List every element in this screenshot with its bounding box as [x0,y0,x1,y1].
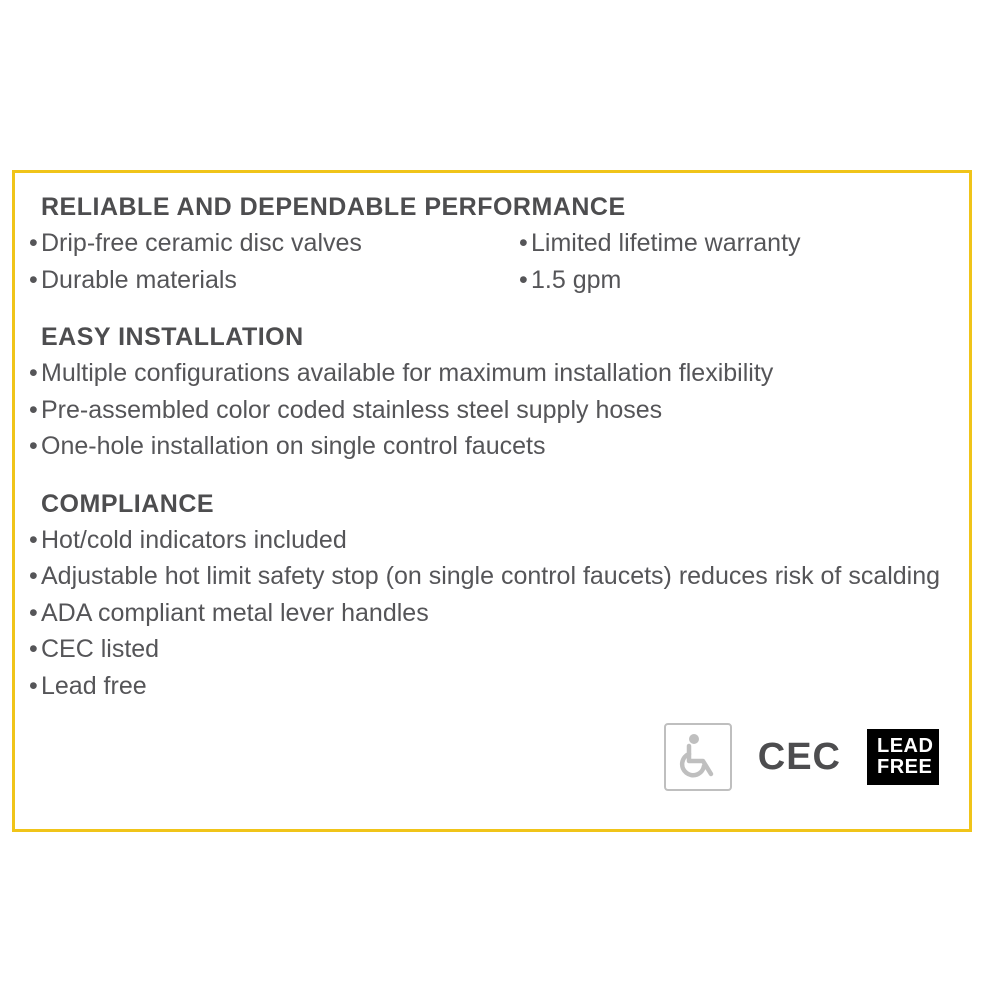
list-item [519,263,939,298]
list-item-text: Limited lifetime warranty [531,229,801,257]
list-item-text: ADA compliant metal lever handles [41,598,429,627]
spec-card [12,170,972,832]
section-title-compliance: COMPLIANCE [41,489,215,518]
list-item-text: Lead free [41,671,147,700]
list-item [29,596,943,631]
list-item [29,559,943,594]
lead-free-line-1: LEAD [877,735,934,758]
spec-card-content [15,173,969,703]
list-item-text: CEC listed [41,635,160,663]
wheelchair-accessibility-icon [677,732,719,783]
list-item [29,356,943,391]
bullet-icon: • [29,265,38,294]
list-item [29,263,519,298]
list-item [29,226,519,261]
bullet-icon: • [29,432,38,460]
section-title-performance: RELIABLE AND DEPENDABLE PERFORMANCE [41,193,626,221]
list-item [29,523,943,558]
list-item-text: Drip-free ceramic disc valves [41,229,362,257]
section-compliance [29,490,943,704]
section-installation [29,323,943,464]
bullet-icon: • [29,395,38,424]
list-item-text: Adjustable hot limit safety stop (on single control faucets) reduces risk of scalding [41,562,941,590]
list-item-text: Durable materials [41,265,237,294]
list-item [29,632,943,667]
list-item [519,226,939,261]
list-item-text: One-hole installation on single control faucets [41,432,546,460]
list-item-text: Pre-assembled color coded stainless steel supply hoses [41,395,663,424]
bullet-icon: • [29,359,38,387]
bullet-icon: • [29,598,38,627]
list-item [29,429,943,464]
bullet-icon: • [29,635,38,663]
list-item-text: 1.5 gpm [531,265,622,294]
list-item-text: Multiple configurations available for maximum installation flexibility [41,359,774,387]
bullet-icon: • [29,562,38,590]
performance-column-left [29,226,519,299]
performance-list-right [519,226,939,297]
lead-free-badge [867,729,939,785]
bullet-icon: • [29,671,38,700]
performance-columns [29,226,943,299]
installation-list [29,356,943,464]
bullet-icon: • [29,229,38,257]
lead-free-line-2: FREE [877,755,933,778]
performance-list-left [29,226,519,297]
section-title-installation: EASY INSTALLATION [41,323,304,351]
cec-badge: CEC [757,736,841,778]
bullet-icon: • [29,525,38,554]
performance-column-right [519,226,939,299]
bullet-icon: • [519,229,528,257]
bullet-icon: • [519,265,528,294]
compliance-list [29,523,943,704]
certification-badges [664,723,939,791]
ada-badge [664,723,732,791]
list-item-text: Hot/cold indicators included [41,525,347,554]
list-item [29,669,943,704]
section-performance [29,193,943,299]
list-item [29,393,943,428]
